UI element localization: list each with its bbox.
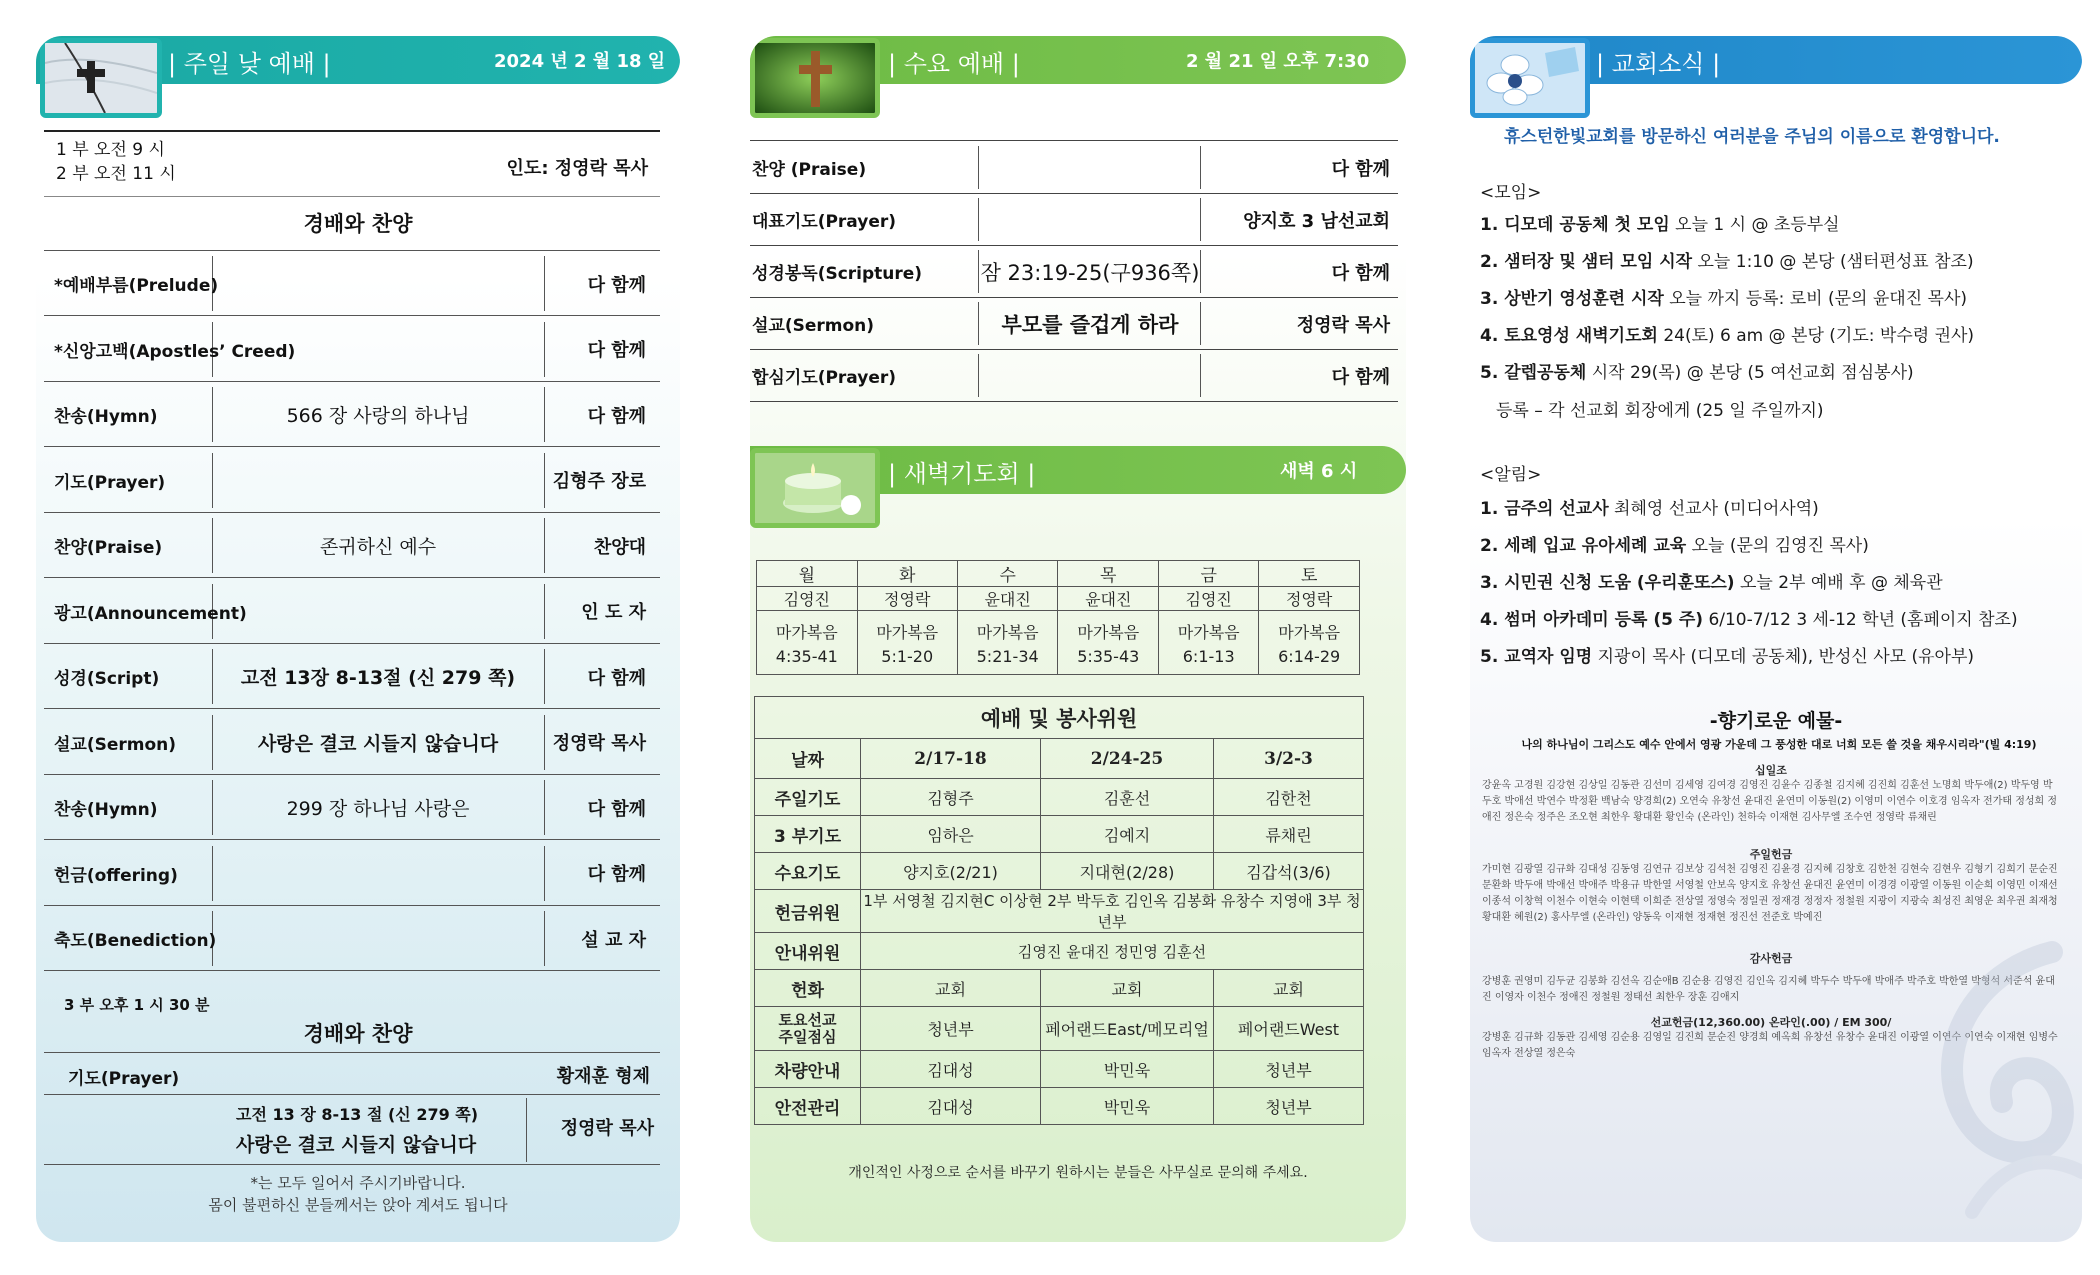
notice-item-detail: 오늘 2부 예배 후 @ 체육관 xyxy=(1734,573,1943,593)
order-label: 찬송(Hymn) xyxy=(54,407,158,427)
order-detail: 존귀하신 예수 xyxy=(319,536,437,558)
order-detail xyxy=(212,580,544,643)
order-detail: 고전 13장 8-13절 (신 279 쪽) xyxy=(240,667,516,689)
service-people: 김영진 윤대진 정민영 김훈선 xyxy=(861,933,1364,970)
service-role: 헌금위원 xyxy=(755,890,861,933)
order-row xyxy=(44,711,660,775)
wednesday-time: 2 월 21 일 오후 7:30 xyxy=(1186,51,1370,72)
meeting-item xyxy=(1480,284,1967,309)
service-row xyxy=(755,816,1364,853)
service-times xyxy=(56,138,176,186)
sunday-service-panel xyxy=(36,36,680,1242)
order-detail xyxy=(212,449,544,512)
leader-text: 인도: 정영락 목사 xyxy=(506,158,648,179)
third-preacher: 정영락 목사 xyxy=(560,1118,654,1139)
meeting-item-title: 2. 샘터장 및 샘터 모임 시작 xyxy=(1480,252,1693,272)
meeting-registration: 등록 – 각 선교회 회장에게 (25 일 주일까지) xyxy=(1496,401,1824,421)
order-person: 설 교 자 xyxy=(581,929,646,951)
service-row xyxy=(755,890,1364,933)
service-person: 교회 xyxy=(1041,970,1214,1007)
service-volunteer-table xyxy=(754,696,1364,1125)
notice-item-detail: 최혜영 선교사 (미디어사역) xyxy=(1608,499,1819,519)
meeting-item xyxy=(1480,321,1974,346)
dawn-book: 마가복음 xyxy=(876,622,939,642)
dawn-passage xyxy=(1259,611,1360,675)
service-person: 페어랜드West xyxy=(1214,1007,1364,1051)
meeting-item-title: 4. 토요영성 새벽기도회 xyxy=(1480,326,1658,346)
order-label: 헌금(offering) xyxy=(54,865,178,886)
wednesday-row xyxy=(750,194,1398,246)
wednesday-detail: 부모를 즐겁게 하라 xyxy=(1001,312,1179,337)
dawn-book: 마가복음 xyxy=(775,622,838,642)
wednesday-detail xyxy=(910,194,1270,245)
meeting-item-detail: 시작 29(목) @ 본당 (5 여선교회 점심봉사) xyxy=(1586,363,1914,383)
dawn-ref: 4:35-41 xyxy=(775,646,838,666)
third-scripture: 고전 13 장 8-13 절 (신 279 쪽) xyxy=(236,1105,479,1124)
dawn-day: 월 xyxy=(757,561,858,587)
service-role: 차량안내 xyxy=(755,1051,861,1088)
service-role: 안전관리 xyxy=(755,1088,861,1125)
service-role: 수요기도 xyxy=(755,853,861,890)
service-person: 청년부 xyxy=(1214,1088,1364,1125)
order-row xyxy=(44,514,660,578)
service-person: 청년부 xyxy=(1214,1051,1364,1088)
dawn-ref: 5:1-20 xyxy=(881,646,934,666)
service-role: 헌화 xyxy=(755,970,861,1007)
mission-offering-header: 선교헌금(12,360.00) 온라인(.00) / EM 300/ xyxy=(1650,1016,1892,1029)
dawn-book: 마가복음 xyxy=(976,622,1039,642)
dawn-day: 금 xyxy=(1159,561,1259,587)
meeting-item-detail: 오늘 1 시 @ 초등부실 xyxy=(1669,215,1840,235)
dawn-title: | 새벽기도회 | xyxy=(888,460,1036,488)
notice-item xyxy=(1480,605,2018,630)
service-person: 김대성 xyxy=(861,1088,1041,1125)
order-detail xyxy=(212,318,544,381)
tithe-header: 십일조 xyxy=(1755,764,1787,777)
order-row xyxy=(44,842,660,906)
service-person: 박민욱 xyxy=(1041,1088,1214,1125)
footnote-standing: *는 모두 일어서 주시기바랍니다. xyxy=(250,1174,466,1192)
service-person: 김예지 xyxy=(1041,816,1214,853)
date-header: 3/2-3 xyxy=(1214,739,1364,779)
dawn-ref: 6:1-13 xyxy=(1182,646,1235,666)
service-person: 청년부 xyxy=(861,1007,1041,1051)
order-row xyxy=(44,318,660,382)
date-header: 2/17-18 xyxy=(861,739,1041,779)
order-row xyxy=(44,383,660,447)
third-sermon: 사랑은 결코 시들지 않습니다 xyxy=(236,1134,477,1156)
order-label: 축도(Benediction) xyxy=(54,931,217,951)
dawn-leader: 윤대진 xyxy=(1058,587,1159,611)
wooden-cross-icon xyxy=(750,38,880,118)
meeting-item xyxy=(1480,210,1840,235)
dawn-day: 수 xyxy=(957,561,1058,587)
service-table-title: 예배 및 봉사위원 xyxy=(755,697,1364,739)
tithe-names: 강윤옥 고경원 김강현 김상일 김동관 김선미 김세영 김여경 김영진 김윤수 김종철 김지혜 김진희 김훈선 노명희 박두애(2) 박두영 박두호 박애선 박연수 박정환 백남숙 양경희(2) 오연숙 유창선 윤대진 윤연미 이동원(2) 이영미 이연수 이호경 임옥자 전가태 정성희 정애진 정은숙 정주은 조오현 최한우 황대환 황인숙 (온라인) 천하숙 이재현 김사무엘 조수연 정영락 류채린 xyxy=(1482,780,2058,823)
notice-item-title: 4. 썸머 아카데미 등록 (5 주) xyxy=(1480,610,1704,630)
third-prayer-person: 황재훈 형제 xyxy=(556,1066,650,1087)
dawn-ref: 5:21-34 xyxy=(976,646,1039,666)
wednesday-label: 설교(Sermon) xyxy=(752,316,875,336)
meeting-item-title: 3. 상반기 영성훈련 시작 xyxy=(1480,289,1664,309)
service-role: 안내위원 xyxy=(755,933,861,970)
service-role: 토요선교 주일점심 xyxy=(755,1007,861,1051)
service-row xyxy=(755,779,1364,816)
gift-verse: 나의 하나님이 그리스도 예수 안에서 영광 가운데 그 풍성한 대로 너희 모든 쓸 것을 채우시리라"(빌 4:19) xyxy=(1521,738,2037,751)
third-prayer-label: 기도(Prayer) xyxy=(68,1069,180,1089)
wednesday-label: 합심기도(Prayer) xyxy=(752,368,897,388)
order-label: *신앙고백(Apostles’ Creed) xyxy=(54,341,296,362)
wednesday-label: 성경봉독(Scripture) xyxy=(752,264,923,284)
dawn-day: 목 xyxy=(1058,561,1159,587)
service-person: 김형주 xyxy=(861,779,1041,816)
notice-item-detail: 6/10-7/12 3 세-12 학년 (홈페이지 참조) xyxy=(1703,610,2018,630)
order-row xyxy=(44,907,660,971)
wednesday-title: | 수요 예배 | xyxy=(888,50,1020,78)
order-row xyxy=(44,449,660,513)
order-label: 찬양(Praise) xyxy=(54,538,163,558)
order-row xyxy=(44,776,660,840)
dawn-book: 마가복음 xyxy=(1077,622,1140,642)
dawn-book: 마가복음 xyxy=(1278,622,1341,642)
wednesday-person: 다 함께 xyxy=(1331,158,1390,180)
meeting-item-detail: 오늘 1:10 @ 본당 (샘터편성표 참조) xyxy=(1692,252,1974,272)
mission-offering-names: 강병훈 김규화 김동관 김세영 김순용 김영일 김진희 문순진 양경희 예옥희 유창선 유창수 윤대진 이광열 이연수 이연숙 이재현 임병수 임옥자 전상열 정은숙 xyxy=(1482,1032,2058,1059)
meeting-item-title: 1. 디모데 공동체 첫 모임 xyxy=(1480,215,1670,235)
flower-icon xyxy=(1470,38,1590,118)
dawn-passage xyxy=(757,611,858,675)
order-person: 찬양대 xyxy=(593,536,646,558)
wednesday-label: 대표기도(Prayer) xyxy=(752,212,897,232)
notice-item xyxy=(1480,568,1943,593)
church-news-panel xyxy=(1470,36,2082,1242)
order-row xyxy=(44,645,660,709)
decorative-swirl-icon xyxy=(1852,932,2082,1232)
order-label: 광고(Announcement) xyxy=(54,603,247,624)
dawn-passage xyxy=(857,611,957,675)
wednesday-detail xyxy=(910,142,1270,193)
section-worship-praise-2: 경배와 찬양 xyxy=(303,1022,413,1046)
notice-item-title: 5. 교역자 임명 xyxy=(1480,647,1593,667)
service-person: 양지호(2/21) xyxy=(861,853,1041,890)
meeting-header: <모임> xyxy=(1480,183,1542,203)
footnote-seated: 몸이 불편하신 분들께서는 앉아 계셔도 됩니다 xyxy=(208,1196,508,1214)
order-person: 다 함께 xyxy=(587,405,646,427)
wednesday-row xyxy=(750,298,1398,350)
order-detail: 299 장 하나님 사랑은 xyxy=(286,798,470,820)
order-row xyxy=(44,580,660,644)
wednesday-detail: 잠 23:19-25(구936쪽) xyxy=(980,260,1200,285)
service-role: 주일기도 xyxy=(755,779,861,816)
gift-title: -향기로운 예물- xyxy=(1709,710,1843,732)
order-label: 기도(Prayer) xyxy=(54,472,166,493)
service-row xyxy=(755,1051,1364,1088)
cross-necklace-icon xyxy=(40,38,162,118)
time-second-service: 2 부 오전 11 시 xyxy=(56,164,176,184)
service-row xyxy=(755,1088,1364,1125)
dawn-leader: 김영진 xyxy=(757,587,858,611)
wednesday-person: 양지호 3 남선교회 xyxy=(1243,210,1390,232)
service-row xyxy=(755,933,1364,970)
dawn-day: 토 xyxy=(1259,561,1360,587)
order-detail xyxy=(212,842,544,905)
meeting-item-title: 5. 갈렙공동체 xyxy=(1480,363,1587,383)
dawn-leader: 윤대진 xyxy=(957,587,1058,611)
dawn-passage xyxy=(1159,611,1259,675)
date-header: 2/24-25 xyxy=(1041,739,1214,779)
dawn-leader: 정영락 xyxy=(857,587,957,611)
wednesday-panel xyxy=(750,36,1406,1242)
time-first-service: 1 부 오전 9 시 xyxy=(56,140,165,160)
dawn-passage xyxy=(957,611,1058,675)
service-person: 김갑석(3/6) xyxy=(1214,853,1364,890)
order-detail xyxy=(212,907,544,970)
wednesday-row xyxy=(750,350,1398,402)
dawn-ref: 5:35-43 xyxy=(1077,646,1140,666)
service-row xyxy=(755,1007,1364,1051)
dawn-leader: 김영진 xyxy=(1159,587,1259,611)
dawn-ref: 6:14-29 xyxy=(1278,646,1341,666)
news-title: | 교회소식 | xyxy=(1596,50,1721,78)
order-label: *예배부름(Prelude) xyxy=(54,276,219,296)
notice-item-title: 1. 금주의 선교사 xyxy=(1480,499,1609,519)
service-person: 지대현(2/28) xyxy=(1041,853,1214,890)
thanks-offering-header: 감사헌금 xyxy=(1749,952,1793,965)
service-person: 김대성 xyxy=(861,1051,1041,1088)
order-person: 다 함께 xyxy=(587,798,646,820)
service-footnote: 개인적인 사정으로 순서를 바꾸기 원하시는 분들은 사무실로 문의해 주세요. xyxy=(848,1165,1308,1181)
order-detail: 사랑은 결코 시들지 않습니다 xyxy=(257,732,499,755)
wednesday-row xyxy=(750,246,1398,298)
sunday-title: | 주일 낮 예배 | xyxy=(168,50,331,78)
dawn-day: 화 xyxy=(857,561,957,587)
order-detail: 566 장 사랑의 하나님 xyxy=(286,405,470,427)
date-label: 날짜 xyxy=(755,739,861,779)
wednesday-person: 다 함께 xyxy=(1331,262,1390,284)
dawn-time: 새벽 6 시 xyxy=(1280,461,1358,482)
wednesday-person: 정영락 목사 xyxy=(1296,314,1390,336)
service-role: 3 부기도 xyxy=(755,816,861,853)
order-label: 설교(Sermon) xyxy=(54,734,177,755)
meeting-item xyxy=(1480,358,1914,383)
service-people: 1부 서영철 김지현C 이상현 2부 박두호 김인옥 김봉화 유창수 지영애 3부 청년부 xyxy=(861,890,1364,933)
order-detail xyxy=(212,252,544,315)
wednesday-label: 찬양 (Praise) xyxy=(752,160,867,180)
meeting-item-detail: 오늘 까지 등록: 로비 (문의 윤대진 목사) xyxy=(1663,289,1967,309)
dawn-schedule-table xyxy=(756,560,1360,675)
wednesday-detail xyxy=(910,350,1270,401)
meeting-item xyxy=(1480,247,1974,272)
notice-header: <알림> xyxy=(1480,465,1542,485)
service-row xyxy=(755,853,1364,890)
sunday-offering-names: 가미현 김광열 김규화 김대성 김동영 김연규 김보상 김석천 김영진 김윤경 김지혜 김창호 김한천 김현숙 김현우 김형기 김희기 문순진 문환화 박두애 박애선 박애주 박용규 박한열 서영철 안보옥 양지호 유창선 윤대진 윤연미 이경경 이광열 이동원 이순희 이영민 이재선 이종석 이창혁 이천수 이현숙 이현택 이희준 전상열 정영숙 정일권 정재경 정정자 정철원 지광이 지광숙 최성진 최영운 최우권 최재청 황대환 혜원(2) 홍사무엘 (온라인) 양동욱 이재현 정재현 정진선 전준호 박예진 xyxy=(1482,864,2058,923)
order-person: 다 함께 xyxy=(587,340,646,361)
service-person: 교회 xyxy=(861,970,1041,1007)
service-person: 페어랜드East/메모리얼 xyxy=(1041,1007,1214,1051)
order-person: 다 함께 xyxy=(587,864,646,885)
notice-item-detail: 지광이 목사 (디모데 공동체), 반성신 사모 (유아부) xyxy=(1592,647,1975,667)
service-row xyxy=(755,970,1364,1007)
service-person: 박민욱 xyxy=(1041,1051,1214,1088)
wednesday-row xyxy=(750,142,1398,194)
wednesday-person: 다 함께 xyxy=(1331,366,1390,388)
service-person: 김한천 xyxy=(1214,779,1364,816)
sunday-offering-header: 주일헌금 xyxy=(1749,848,1793,861)
third-service-time: 3 부 오후 1 시 30 분 xyxy=(64,996,210,1014)
service-person: 임하은 xyxy=(861,816,1041,853)
order-row xyxy=(44,252,660,316)
order-person: 인 도 자 xyxy=(581,602,646,623)
order-label: 찬송(Hymn) xyxy=(54,800,158,820)
meeting-item-detail: 24(토) 6 am @ 본당 (기도: 박수령 권사) xyxy=(1657,326,1975,346)
dawn-passage xyxy=(1058,611,1159,675)
service-person: 김훈선 xyxy=(1041,779,1214,816)
dawn-leader: 정영락 xyxy=(1259,587,1360,611)
dawn-book: 마가복음 xyxy=(1177,622,1240,642)
notice-item xyxy=(1480,494,1819,519)
service-person: 류채린 xyxy=(1214,816,1364,853)
notice-item-title: 2. 세례 입교 유아세례 교육 xyxy=(1480,536,1687,556)
service-person: 교회 xyxy=(1214,970,1364,1007)
thanks-offering-names: 강병훈 권영미 김두균 김봉화 김선옥 김순애B 김순용 김영진 김인옥 김지혜 박두수 박두애 박애주 박주호 박한열 박형석 서준석 윤대진 이영자 이천수 정애진 정철원 정태선 최한우 장훈 김애지 xyxy=(1482,976,2055,1003)
welcome-message: 휴스턴한빛교회를 방문하신 여러분을 주님의 이름으로 환영합니다. xyxy=(1504,127,2000,147)
notice-item-title: 3. 시민권 신청 도움 (우리훈또스) xyxy=(1480,573,1735,593)
order-person: 다 함께 xyxy=(587,274,646,296)
order-person: 김형주 장로 xyxy=(552,471,646,492)
notice-item xyxy=(1480,531,1869,556)
order-person: 다 함께 xyxy=(587,667,646,689)
notice-item xyxy=(1480,642,1974,667)
sunday-date: 2024 년 2 월 18 일 xyxy=(494,51,666,72)
notice-item-detail: 오늘 (문의 김영진 목사) xyxy=(1686,536,1869,556)
order-label: 성경(Script) xyxy=(54,669,160,689)
order-person: 정영락 목사 xyxy=(552,733,646,754)
candle-icon xyxy=(750,448,880,528)
section-worship-praise: 경배와 찬양 xyxy=(303,212,413,236)
